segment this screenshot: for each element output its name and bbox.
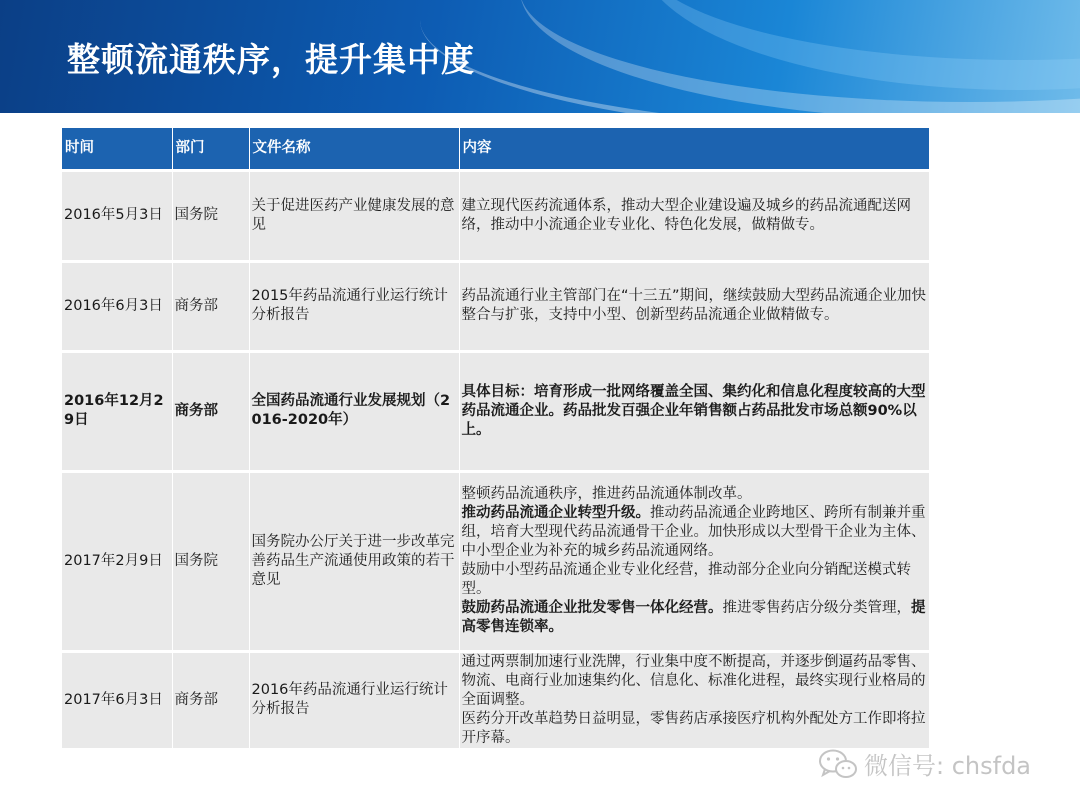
watermark-text: 微信号: chsfda [864,752,1032,780]
cell-department: 商务部 [172,351,249,471]
content-line: 医药分开改革趋势日益明显，零售药店承接医疗机构外配处方工作即将拉开序幕。 [461,710,926,746]
cell-document: 全国药品流通行业发展规划（2016-2020年） [249,351,459,471]
cell-department: 商务部 [172,651,249,748]
banner-decoration [420,0,1080,113]
table-row [62,261,929,351]
cell-content: 建立现代医药流通体系，推动大型企业建设遍及城乡的药品流通配送网络，推动中小流通企业专业化、特色化发展，做精做专。 [459,170,929,261]
cell-department: 国务院 [172,471,249,651]
cell-department: 商务部 [172,261,249,351]
column-header-department: 部门 [172,128,249,170]
cell-document: 2016年药品流通行业运行统计分析报告 [249,651,459,748]
content-line: 鼓励中小型药品流通企业专业化经营，推动部分企业向分销配送模式转型。 [461,562,911,597]
cell-document: 国务院办公厅关于进一步改革完善药品生产流通使用政策的若干意见 [249,471,459,651]
header-banner [0,0,1080,113]
cell-date: 2016年5月3日 [62,170,172,261]
content-line: 通过两票制加速行业洗牌，行业集中度不断提高，并逐步倒逼药品零售、物流、电商行业加速集约化、信息化、标准化进程，最终实现行业格局的全面调整。 [461,653,926,708]
content-line-bold: 提高零售连锁率。 [461,600,926,635]
column-header-date: 时间 [62,128,172,170]
column-header-content: 内容 [459,128,929,170]
policy-table [62,128,930,748]
content-line: 推动药品流通企业跨地区、跨所有制兼并重组，培育大型现代药品流通骨干企业。加快形成以大型骨干企业为主体、中小型企业为补充的城乡药品流通网络。 [461,505,926,559]
cell-content [459,651,929,748]
table-row [62,170,929,261]
table-row [62,351,929,471]
content-line: 整顿药品流通秩序，推进药品流通体制改革。 [461,486,752,502]
cell-document: 2015年药品流通行业运行统计分析报告 [249,261,459,351]
cell-date: 2017年2月9日 [62,471,172,651]
cell-date: 2016年6月3日 [62,261,172,351]
table-row [62,651,929,748]
cell-content: 具体目标：培育形成一批网络覆盖全国、集约化和信息化程度较高的大型药品流通企业。药品批发百强企业年销售额占药品批发市场总额90%以上。 [459,351,929,471]
cell-department: 国务院 [172,170,249,261]
wechat-icon [818,748,858,780]
table-row [62,471,929,651]
column-header-document: 文件名称 [249,128,459,170]
content-line-bold: 鼓励药品流通企业批发零售一体化经营。 [461,600,723,616]
content-line: 推进零售药店分级分类管理， [722,600,911,616]
cell-content [459,471,929,651]
cell-document: 关于促进医药产业健康发展的意见 [249,170,459,261]
cell-date: 2016年12月29日 [62,351,172,471]
cell-date: 2017年6月3日 [62,651,172,748]
content-line-bold: 推动药品流通企业转型升级。 [461,505,650,521]
page-title: 整顿流通秩序，提升集中度 [67,40,475,79]
table-header-row [62,128,929,170]
watermark [818,746,1031,781]
cell-content: 药品流通行业主管部门在“十三五”期间，继续鼓励大型药品流通企业加快整合与扩张，支持中小型、创新型药品流通企业做精做专。 [459,261,929,351]
